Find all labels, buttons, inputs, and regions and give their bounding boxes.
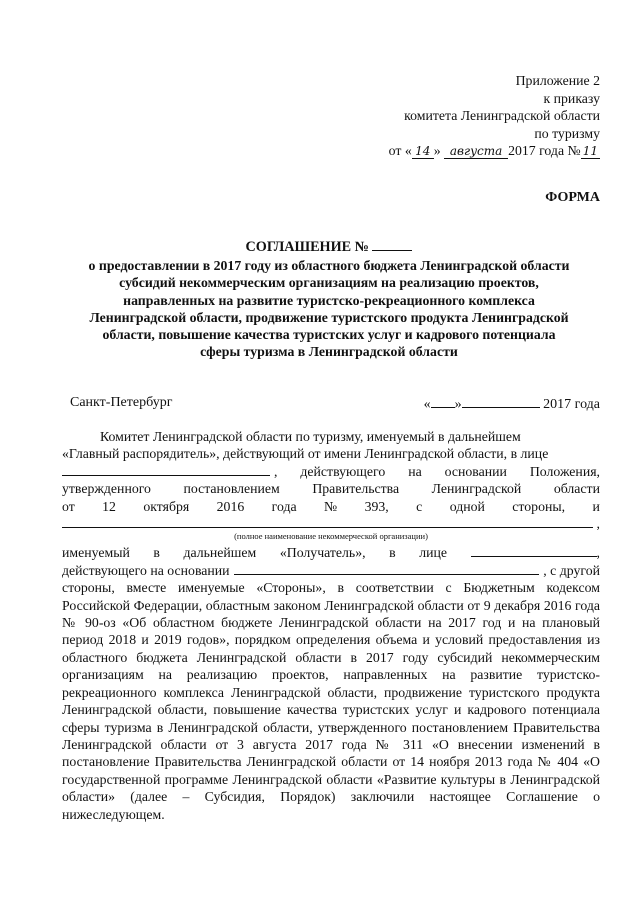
agreement-title	[58, 238, 600, 360]
org-name-tail: ,	[596, 516, 600, 532]
basis-text: действующего на основании	[62, 562, 230, 578]
appendix-tourism: по туризму	[534, 125, 600, 141]
city-name: Санкт-Петербург	[70, 395, 173, 410]
body-line-date	[62, 498, 600, 515]
order-month-handwritten: августа	[444, 144, 508, 159]
order-date-mid: »	[433, 143, 441, 158]
word: октября	[143, 498, 190, 514]
body-line: Комитет Ленинградской области по туризму, именуемый в дальнейшем	[100, 429, 521, 444]
appendix-committee: комитета Ленинградской области	[404, 108, 600, 123]
body-line-basis	[62, 562, 600, 579]
word: дальнейшем	[183, 545, 257, 561]
date-close-quote: »	[454, 397, 462, 412]
order-number-label: №	[567, 143, 581, 158]
word: Правительства	[312, 481, 400, 497]
recipient-tail: ,	[596, 545, 600, 561]
body-line: «Главный распорядитель», действующий от имени Ленинградской области, в лице	[62, 446, 549, 462]
word: лице	[419, 545, 447, 561]
word: 12	[102, 498, 116, 514]
date-month-blank[interactable]	[462, 395, 540, 408]
title-line: области, повышение качества туристских услуг и кадрового потенциала	[102, 327, 556, 343]
word: 393,	[364, 498, 389, 514]
word: в	[389, 545, 396, 561]
body-line-representative	[62, 463, 600, 480]
appendix-number: Приложение 2	[515, 73, 600, 88]
body-paragraph: стороны, вместе именуемые «Стороны», в соответствии с Бюджетным кодексом Российской Федерации, областным законом Ленинградской области от 9 декабря 2016 года № 90-оз «Об областном бюджете Ленинградской области на 2017 год и на плановый период 2018 и 2019 годов», порядком определения объема и условий предоставления из областного бюджета Ленинградской области в 2017 году субсидий некоммерческим организациям на реализацию проектов, направленных на развитие туристско-рекреационного комплекса Ленинградской области, продвижение туристского продукта Ленинградской области, повышение качества туристских услуг и кадрового потенциала сферы туризма в Ленинградской области, утвержденного постановлением Правительства Ленинградской области от 3 августа 2017 года № 311 «О внесении изменений в постановление Правительства Ленинградской области от 14 ноября 2013 года № 404 «О государственной программе Ленинградской области «Развитие культуры в Ленинградской области» (далее – Субсидия, Порядок) заключили настоящее Соглашение о нижеследующем.	[62, 580, 600, 822]
order-date-line	[389, 142, 600, 160]
body-line-org-name	[62, 515, 600, 532]
word: года	[271, 498, 297, 514]
word: 2016	[216, 498, 245, 514]
order-year: 2017 года	[508, 143, 565, 158]
representative-blank[interactable]	[62, 463, 270, 476]
recipient-representative-blank[interactable]	[471, 544, 597, 557]
word: именуемый	[62, 545, 130, 561]
word: Ленинградской	[431, 481, 522, 497]
appendix-header	[389, 72, 600, 160]
org-name-caption: (полное наименование некоммерческой организации)	[234, 531, 428, 542]
word: одной	[449, 498, 485, 514]
agreement-body	[62, 428, 600, 823]
word: постановлением	[183, 481, 280, 497]
title-line: сферы туризма в Ленинградской области	[200, 344, 458, 360]
word: утвержденного	[62, 481, 151, 497]
agreement-heading-text: СОГЛАШЕНИЕ №	[245, 239, 369, 255]
representative-tail: , действующего на основании Положения,	[274, 463, 600, 479]
organization-name-blank[interactable]	[62, 515, 593, 528]
agreement-date	[424, 395, 600, 413]
basis-blank[interactable]	[234, 562, 540, 575]
order-number-handwritten: 11	[582, 144, 598, 158]
date-day-blank[interactable]	[431, 395, 455, 408]
word: с	[416, 498, 423, 514]
body-line-resolution	[62, 480, 600, 497]
title-line: Ленинградской области, продвижение туристского продукта Ленинградской	[89, 309, 569, 325]
word: и	[592, 498, 600, 514]
word: в	[153, 545, 160, 561]
word: №	[324, 498, 338, 514]
word: «Получатель»,	[279, 545, 366, 561]
date-year: 2017 года	[543, 397, 600, 412]
title-line: субсидий некоммерческим организациям на реализацию проектов,	[119, 275, 539, 291]
form-label: ФОРМА	[545, 190, 600, 205]
date-open-quote: «	[423, 397, 431, 412]
agreement-heading	[58, 238, 600, 256]
word: от	[62, 498, 75, 514]
word: области	[553, 481, 600, 497]
basis-tail: , с другой	[543, 562, 600, 578]
order-date-prefix: от «	[388, 143, 412, 158]
word: стороны,	[512, 498, 566, 514]
body-line-recipient	[62, 544, 600, 561]
agreement-number-blank[interactable]	[372, 238, 412, 251]
order-day-handwritten: 14	[412, 144, 434, 159]
appendix-to-order: к приказу	[543, 90, 600, 106]
title-line: направленных на развитие туристско-рекреационного комплекса	[123, 292, 535, 308]
title-line: о предоставлении в 2017 году из областного бюджета Ленинградской области	[88, 258, 570, 274]
